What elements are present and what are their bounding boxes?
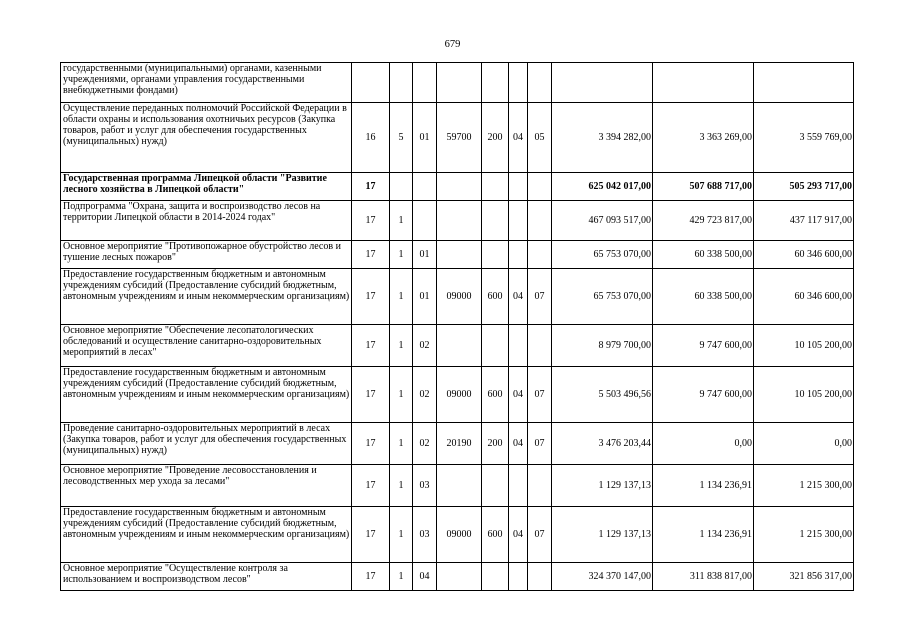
section-cell (509, 563, 528, 591)
amount-year1-cell: 1 129 137,13 (552, 507, 653, 563)
program-code-cell: 1 (390, 423, 413, 465)
subsection-cell: 07 (528, 269, 552, 325)
admin-code-cell (352, 63, 390, 103)
amount-year2-cell: 60 338 500,00 (653, 269, 754, 325)
subsection-cell (528, 241, 552, 269)
direction-code-cell (437, 563, 482, 591)
row-description: Предоставление государственным бюджетным и автономным учреждениям субсидий (Предоставление субсидий бюджетным, автономным учреждениям и иным некоммерческим организациям) (61, 367, 352, 423)
direction-code-cell: 20190 (437, 423, 482, 465)
admin-code-cell: 17 (352, 507, 390, 563)
subsection-cell (528, 563, 552, 591)
amount-year1-cell: 5 503 496,56 (552, 367, 653, 423)
expense-type-cell: 200 (482, 103, 509, 173)
subsection-cell (528, 201, 552, 241)
table-row (61, 563, 854, 591)
admin-code-cell: 17 (352, 423, 390, 465)
direction-code-cell (437, 201, 482, 241)
amount-year2-cell: 3 363 269,00 (653, 103, 754, 173)
amount-year2-cell: 507 688 717,00 (653, 173, 754, 201)
expense-type-cell (482, 173, 509, 201)
amount-year2-cell: 9 747 600,00 (653, 325, 754, 367)
admin-code-cell: 17 (352, 201, 390, 241)
amount-year1-cell: 467 093 517,00 (552, 201, 653, 241)
program-code-cell: 1 (390, 465, 413, 507)
admin-code-cell: 17 (352, 367, 390, 423)
admin-code-cell: 17 (352, 241, 390, 269)
amount-year3-cell: 60 346 600,00 (754, 241, 854, 269)
table-row (61, 465, 854, 507)
amount-year3-cell: 1 215 300,00 (754, 465, 854, 507)
expense-type-cell: 200 (482, 423, 509, 465)
amount-year1-cell (552, 63, 653, 103)
row-description: Основное мероприятие "Проведение лесовосстановления и лесоводственных мер ухода за лесами" (61, 465, 352, 507)
amount-year3-cell (754, 63, 854, 103)
subsection-cell (528, 173, 552, 201)
amount-year2-cell: 60 338 500,00 (653, 241, 754, 269)
expense-type-cell: 600 (482, 507, 509, 563)
table-body (61, 63, 854, 591)
program-code-cell: 5 (390, 103, 413, 173)
admin-code-cell: 17 (352, 325, 390, 367)
amount-year3-cell: 437 117 917,00 (754, 201, 854, 241)
row-description: Предоставление государственным бюджетным и автономным учреждениям субсидий (Предоставление субсидий бюджетным, автономным учреждениям и иным некоммерческим организациям) (61, 269, 352, 325)
table-row (61, 325, 854, 367)
admin-code-cell: 16 (352, 103, 390, 173)
amount-year1-cell: 1 129 137,13 (552, 465, 653, 507)
expense-type-cell: 600 (482, 367, 509, 423)
amount-year1-cell: 625 042 017,00 (552, 173, 653, 201)
table-row (61, 367, 854, 423)
subsection-cell (528, 465, 552, 507)
program-code-cell: 1 (390, 241, 413, 269)
program-code-cell: 1 (390, 269, 413, 325)
expense-type-cell (482, 63, 509, 103)
amount-year2-cell: 1 134 236,91 (653, 507, 754, 563)
subprogram-code-cell: 03 (413, 465, 437, 507)
direction-code-cell: 59700 (437, 103, 482, 173)
row-description: Основное мероприятие "Осуществление контроля за использованием и воспроизводством лесов" (61, 563, 352, 591)
direction-code-cell (437, 173, 482, 201)
program-code-cell: 1 (390, 201, 413, 241)
amount-year1-cell: 324 370 147,00 (552, 563, 653, 591)
section-cell: 04 (509, 507, 528, 563)
program-code-cell: 1 (390, 325, 413, 367)
page-number: 679 (444, 39, 461, 50)
subprogram-code-cell (413, 63, 437, 103)
subprogram-code-cell: 01 (413, 269, 437, 325)
table-row (61, 269, 854, 325)
table-row (61, 423, 854, 465)
direction-code-cell: 09000 (437, 269, 482, 325)
amount-year3-cell: 10 105 200,00 (754, 325, 854, 367)
amount-year1-cell: 65 753 070,00 (552, 241, 653, 269)
subsection-cell: 05 (528, 103, 552, 173)
section-cell (509, 63, 528, 103)
admin-code-cell: 17 (352, 563, 390, 591)
subprogram-code-cell: 02 (413, 325, 437, 367)
program-code-cell: 1 (390, 563, 413, 591)
program-code-cell: 1 (390, 507, 413, 563)
program-code-cell (390, 63, 413, 103)
row-description: Подпрограмма "Охрана, защита и воспроизводство лесов на территории Липецкой области в 2014-2024 годах" (61, 201, 352, 241)
expense-type-cell (482, 563, 509, 591)
amount-year1-cell: 8 979 700,00 (552, 325, 653, 367)
amount-year3-cell: 1 215 300,00 (754, 507, 854, 563)
section-cell (509, 465, 528, 507)
section-cell (509, 201, 528, 241)
amount-year2-cell: 1 134 236,91 (653, 465, 754, 507)
subprogram-code-cell (413, 173, 437, 201)
table-row (61, 63, 854, 103)
table-row (61, 201, 854, 241)
amount-year1-cell: 3 476 203,44 (552, 423, 653, 465)
direction-code-cell: 09000 (437, 507, 482, 563)
program-code-cell: 1 (390, 367, 413, 423)
amount-year2-cell: 429 723 817,00 (653, 201, 754, 241)
table-row (61, 507, 854, 563)
section-cell: 04 (509, 103, 528, 173)
subprogram-code-cell: 04 (413, 563, 437, 591)
table-row (61, 173, 854, 201)
subsection-cell (528, 325, 552, 367)
table-row (61, 241, 854, 269)
section-cell: 04 (509, 367, 528, 423)
amount-year3-cell: 505 293 717,00 (754, 173, 854, 201)
subsection-cell (528, 63, 552, 103)
amount-year3-cell: 10 105 200,00 (754, 367, 854, 423)
amount-year1-cell: 3 394 282,00 (552, 103, 653, 173)
row-description: Основное мероприятие "Обеспечение лесопатологических обследований и осуществление санитарно-оздоровительных мероприятий в лесах" (61, 325, 352, 367)
section-cell: 04 (509, 423, 528, 465)
amount-year2-cell (653, 63, 754, 103)
budget-table (60, 62, 854, 591)
section-cell: 04 (509, 269, 528, 325)
amount-year3-cell: 0,00 (754, 423, 854, 465)
expense-type-cell (482, 325, 509, 367)
amount-year2-cell: 9 747 600,00 (653, 367, 754, 423)
expense-type-cell (482, 201, 509, 241)
amount-year3-cell: 60 346 600,00 (754, 269, 854, 325)
program-code-cell (390, 173, 413, 201)
amount-year2-cell: 0,00 (653, 423, 754, 465)
direction-code-cell: 09000 (437, 367, 482, 423)
subsection-cell: 07 (528, 367, 552, 423)
row-description: государственными (муниципальными) органами, казенными учреждениями, органами управления государственными внебюджетными фондами) (61, 63, 352, 103)
subprogram-code-cell: 02 (413, 423, 437, 465)
amount-year3-cell: 3 559 769,00 (754, 103, 854, 173)
amount-year1-cell: 65 753 070,00 (552, 269, 653, 325)
subprogram-code-cell: 01 (413, 241, 437, 269)
section-cell (509, 325, 528, 367)
subsection-cell: 07 (528, 423, 552, 465)
amount-year3-cell: 321 856 317,00 (754, 563, 854, 591)
direction-code-cell (437, 325, 482, 367)
section-cell (509, 241, 528, 269)
subsection-cell: 07 (528, 507, 552, 563)
direction-code-cell (437, 241, 482, 269)
row-description: Предоставление государственным бюджетным и автономным учреждениям субсидий (Предоставление субсидий бюджетным, автономным учреждениям и иным некоммерческим организациям) (61, 507, 352, 563)
expense-type-cell: 600 (482, 269, 509, 325)
admin-code-cell: 17 (352, 465, 390, 507)
subprogram-code-cell: 01 (413, 103, 437, 173)
subprogram-code-cell: 03 (413, 507, 437, 563)
subprogram-code-cell (413, 201, 437, 241)
row-description: Основное мероприятие "Противопожарное обустройство лесов и тушение лесных пожаров" (61, 241, 352, 269)
admin-code-cell: 17 (352, 173, 390, 201)
row-description: Осуществление переданных полномочий Российской Федерации в области охраны и использования охотничьих ресурсов (Закупка товаров, работ и услуг для обеспечения государственных (муниципальных) нужд) (61, 103, 352, 173)
row-description: Проведение санитарно-оздоровительных мероприятий в лесах (Закупка товаров, работ и услуг для обеспечения государственных (муниципальных) нужд) (61, 423, 352, 465)
direction-code-cell (437, 63, 482, 103)
admin-code-cell: 17 (352, 269, 390, 325)
direction-code-cell (437, 465, 482, 507)
table-row (61, 103, 854, 173)
expense-type-cell (482, 241, 509, 269)
row-description: Государственная программа Липецкой области "Развитие лесного хозяйства в Липецкой области" (61, 173, 352, 201)
section-cell (509, 173, 528, 201)
amount-year2-cell: 311 838 817,00 (653, 563, 754, 591)
subprogram-code-cell: 02 (413, 367, 437, 423)
expense-type-cell (482, 465, 509, 507)
